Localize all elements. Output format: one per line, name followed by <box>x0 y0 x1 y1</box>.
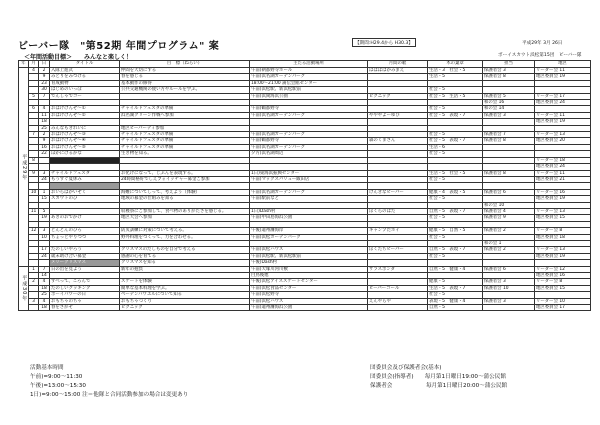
header-place: 主たる活動場所 <box>250 61 368 68</box>
goal-cell: 生き物を知る。 <box>120 151 250 157</box>
title-cell: おはけげんぞ〜④ <box>50 138 120 144</box>
badge-cell: 社会・5 <box>428 234 483 240</box>
district-cell: リーダー会 11 <box>535 112 591 118</box>
song-cell: やややよーゆび <box>368 112 428 118</box>
title-cell: 入隊上進式 <box>50 68 120 74</box>
program-table <box>18 60 591 311</box>
goal-cell: クリスマスのだしものを自分で考える <box>120 247 250 253</box>
title-cell: ちょっとやりつつ <box>50 234 120 240</box>
header-title: タイトル <box>50 61 120 68</box>
guardian-cell: 保護者会 9 <box>483 215 535 221</box>
place-cell: 午前)浜松食品センター <box>250 285 368 291</box>
song-cell: キャンプだホイ <box>368 228 428 234</box>
district-cell: リーダー会 12 <box>535 266 591 272</box>
district-cell: 地区委員会 24 <box>535 164 591 170</box>
goal-cell: 感謝の心を育てる <box>120 253 250 259</box>
day-cell: 3 <box>39 170 50 176</box>
guardian-cell: 保護者会 5 <box>483 93 535 99</box>
notes-line: 1日)=9:00〜15:00 注＝他隊と合同活動参加の場合は変更あり <box>30 392 189 398</box>
goal-cell: チャイルドフェスタの準備 <box>120 132 250 138</box>
place-cell: 午前)鶴都野寺 <box>250 138 368 144</box>
day-cell: 7 <box>39 266 50 272</box>
goal-cell: チャイルドフェスタの準備 <box>120 144 250 150</box>
page-title: ビーバー隊 "第52期 年間プログラム" 案 <box>18 41 220 52</box>
goal-cell: チャイルドフェスタの準備 <box>120 138 250 144</box>
guardian-cell: 保護者会 7 <box>483 132 535 138</box>
place-cell: 午前)遠州灘海浜公園 <box>250 305 368 311</box>
guardian-cell: 保護者会 8 <box>483 74 535 80</box>
place-cell: 午前)浜名湖ガーデンパーク <box>250 112 368 118</box>
day-cell: 18 <box>39 119 50 125</box>
title-cell: どんどんのひろ <box>50 228 120 234</box>
title-cell: たのしいやろう <box>50 247 120 253</box>
day-cell: 17 <box>39 247 50 253</box>
song-cell: ピクニック <box>368 93 428 99</box>
day-cell: 19 <box>39 215 50 221</box>
title-cell: たのしいクッキング <box>50 285 120 291</box>
title-cell: ほかにげるかな <box>50 151 120 157</box>
place-cell: 午後)遠州灘海岸 <box>250 228 368 234</box>
month-cell: 12 <box>29 228 39 234</box>
day-cell: 24 <box>39 253 50 259</box>
badge-cell: 生活・5 <box>428 74 483 80</box>
place-cell: 1日)Dash村 <box>250 208 368 214</box>
day-cell: 2 <box>39 132 50 138</box>
header-month: 月 <box>29 61 39 68</box>
badge-cell: 生活・6 <box>428 144 483 150</box>
day-cell: 2 <box>39 68 50 74</box>
district-cell: 地区委員会 16 <box>535 272 591 278</box>
goal-cell: 海難についてしって、考えよう（体験） <box>120 189 250 195</box>
day-cell: 25 <box>39 125 50 131</box>
goal-cell: スケートを体験 <box>120 279 250 285</box>
day-cell: 15 <box>39 196 50 202</box>
month-cell: 4 <box>29 68 39 74</box>
title-cell: おはけげんぞ〜⑤ <box>50 144 120 150</box>
title-cell: 育成動物 <box>50 80 120 86</box>
goal-cell: 地域の募金の仕組みを知る <box>120 196 250 202</box>
badge-cell: 健康・4 表現・5 <box>428 189 483 195</box>
header-day: 日 <box>39 61 50 68</box>
place-cell: 午前)朝都野寺ホール <box>250 68 368 74</box>
guardian-cell: 保護者会 4 <box>483 208 535 214</box>
district-cell: リーダー会 18 <box>535 157 591 163</box>
day-cell: 9 <box>39 74 50 80</box>
place-cell: 夕方)浜名湖周辺 <box>250 151 368 157</box>
day-cell: 18 <box>39 305 50 311</box>
district-cell: 地区委員会 18 <box>535 234 591 240</box>
month-cell: 1 <box>29 266 39 272</box>
place-cell: 午後)浜松アイススケートセンター <box>250 279 368 285</box>
meeting-notes <box>370 364 507 391</box>
guardian-cell: 保護者会 10 <box>483 285 535 291</box>
month-cell: 10 <box>29 189 39 195</box>
month-cell <box>29 305 39 311</box>
place-cell: 午前)浜岡海浜公園 <box>250 93 368 99</box>
goal-cell: 仲間を大切にする <box>120 68 250 74</box>
badge-cell: 社会・5 <box>428 215 483 221</box>
month-cell: 8 <box>29 157 39 163</box>
goal-cell: 新年の抱負 <box>120 266 250 272</box>
place-cell: 1日)東海浜振興センター <box>250 170 368 176</box>
song-cell: げんきなビーバー <box>368 189 428 195</box>
guardian-cell: 保護者会 3 <box>483 279 535 285</box>
badge-cell: 生活・5 社会・5 <box>428 170 483 176</box>
month-cell: 7 <box>29 132 39 138</box>
title-cell: みんなもきれいに <box>50 125 120 131</box>
district-cell: 地区委員会 19 <box>535 74 591 80</box>
notes-heading: 活動基本時間 <box>30 365 64 371</box>
goal-cell: お化けになって、じぶんを表現する。 <box>120 170 250 176</box>
guardian-cell: 和の会 14 <box>483 106 535 112</box>
title-cell: スカウトのひ <box>50 196 120 202</box>
goal-cell: ピクニック <box>120 305 250 311</box>
goal-cell: 浜名湖クリーン作戦へ参加 <box>120 112 250 118</box>
badge-cell: 生活・3 社会・5 <box>428 68 483 74</box>
district-cell: 地区委員会 17 <box>535 305 591 311</box>
day-cell: 3 <box>39 228 50 234</box>
district-cell: リーダー会 16 <box>535 189 591 195</box>
notes-line: 午前)=9:00〜11:30 <box>30 374 83 380</box>
day-cell: 4 <box>39 106 50 112</box>
table-header <box>19 61 591 68</box>
day-cell: 1 <box>39 189 50 195</box>
title-cell: すべって、ころんで <box>50 279 120 285</box>
badge-cell: 社会・5 <box>428 176 483 182</box>
district-cell: リーダー会 8 <box>535 279 591 285</box>
district-cell: リーダー会 13 <box>535 132 591 138</box>
district-cell: リーダー会 10 <box>535 298 591 304</box>
guardian-cell: 保護者会 6 <box>483 189 535 195</box>
goal-cell: 地区大会へ参加 <box>120 215 250 221</box>
title-cell: 春をさがそ <box>50 305 120 311</box>
guardian-cell: 和の会 1 <box>483 240 535 246</box>
period-label: 【期間:H29.4から H30.3】 <box>352 38 416 47</box>
goal-cell: おもちゃづくり <box>120 298 250 304</box>
song-cell: ビーバーコール <box>368 285 428 291</box>
place-cell: 午前)浜松ハウス <box>250 247 368 253</box>
table-row <box>19 305 591 311</box>
title-cell: チャイルドフェスタ <box>50 170 120 176</box>
district-cell: リーダー会 13 <box>535 208 591 214</box>
district-cell: 地区委員会 21 <box>535 176 591 182</box>
title-cell: はじめのいっぽ <box>50 87 120 93</box>
place-cell: 午後)Dash村 <box>250 260 368 266</box>
badge-cell: 自然・5 表現・7 <box>428 208 483 214</box>
badge-cell: 社会・5 <box>428 196 483 202</box>
day-cell: 22 <box>39 151 50 157</box>
district-cell: 地区委員会 20 <box>535 138 591 144</box>
place-cell: 午前)大塚川河川敷 <box>250 266 368 272</box>
day-cell: 16 <box>39 144 50 150</box>
place-cell: 午前)浜松ハウス <box>250 298 368 304</box>
title-cell: おはけげんぞ〜① <box>50 106 120 112</box>
title-cell: おはけげんぞ〜② <box>50 112 120 118</box>
day-cell: 4 <box>39 279 50 285</box>
place-cell: 午前)浜松野寺 <box>250 292 368 298</box>
title-cell: あきのおでかけ <box>50 215 120 221</box>
district-cell: リーダー会 11 <box>535 170 591 176</box>
district-cell: 地区委員会 19 <box>535 253 591 259</box>
guardian-cell: 保護者会 8 <box>483 138 535 144</box>
guardian-cell: 保護者会 3 <box>483 298 535 304</box>
place-cell: 午前)マックスバリュー飯田店 <box>250 176 368 182</box>
header-district: 地区 <box>535 61 591 68</box>
goal-cell: 防災訓練に対策について考える。 <box>120 228 250 234</box>
title-cell: 歳末助け合い募金 <box>50 253 120 259</box>
goal-cell: 地区ビーバーディ参加 <box>120 125 250 131</box>
badge-cell: 社会・5 生活・5 <box>428 93 483 99</box>
song-cell: えんやらや <box>368 298 428 304</box>
goal-cell: 公共交通機関の使い方やルールを学ぶ。 <box>120 87 250 93</box>
district-cell: 地区委員会 15 <box>535 285 591 291</box>
song-cell: ぼくたちビーバー <box>368 247 428 253</box>
title-cell: メリークリスマス <box>50 260 120 266</box>
district-cell: リーダー会 13 <box>535 247 591 253</box>
song-cell: 森のくまさん <box>368 138 428 144</box>
badge-cell: 社会・5 <box>428 106 483 112</box>
guardian-cell: 保護者会 3 <box>483 68 535 74</box>
goal-cell: 収穫祭にご参加して、食べ物のありがたさを感じる。 <box>120 208 250 214</box>
goal-cell: 24時間格好でしえブォイッチャー募金ご参加 <box>120 176 250 182</box>
day-cell: 18 <box>39 285 50 291</box>
badge-cell: 健康・5 <box>428 279 483 285</box>
district-cell: リーダー会 8 <box>535 228 591 234</box>
title-cell: もうすぐ夏休み <box>50 176 120 182</box>
place-cell: 午前)鶴都野寺 <box>250 106 368 112</box>
notes-line: 午後)=13:00〜15:30 <box>30 383 86 389</box>
day-cell: 23 <box>39 80 50 86</box>
header-badge: 木の葉章 <box>428 61 483 68</box>
goal-cell: 簡単な基本料理を学ぶ。 <box>120 285 250 291</box>
title-cell: おいらはかいぞく <box>50 189 120 195</box>
day-cell: 25 <box>39 292 50 298</box>
header-guardian: 担当 <box>483 61 535 68</box>
day-cell: 14 <box>39 272 50 278</box>
badge-cell: 自然・5 健康・4 <box>428 266 483 272</box>
era-cell: 平成29年 <box>19 68 29 267</box>
district-cell: 地区委員会 19 <box>535 119 591 125</box>
song-cell: サラスポンダ <box>368 266 428 272</box>
day-cell: 11 <box>39 112 50 118</box>
badge-cell: 表現・5 健康・4 <box>428 298 483 304</box>
month-cell: 9 <box>29 170 39 176</box>
organization-label: ボーイスカウト浜松第15団 ビーバー隊 <box>498 53 582 58</box>
goal-cell: ベーデンパウエルについて知る <box>120 292 250 298</box>
title-cell: みどりをみつける <box>50 74 120 80</box>
title-cell: ボーイパワーの日 <box>50 292 120 298</box>
guardian-cell: 保護者会 3 <box>483 112 535 118</box>
header-goal: 目 標（ねらい） <box>120 61 250 68</box>
title-cell: 日の出を見よう <box>50 266 120 272</box>
meetings-line: 保護者会 毎月第1日曜日20:00〜蒲公民館 <box>370 383 508 389</box>
badge-cell: 社会・5 表現・7 <box>428 112 483 118</box>
badge-cell: 社会・5 表現・7 <box>428 138 483 144</box>
place-cell: 白鳥後他 <box>250 272 368 278</box>
goal-cell: 春を感じる <box>120 74 250 80</box>
badge-cell: 健康・5 自然・5 <box>428 228 483 234</box>
place-cell: 午前)浜名湖ガーデンパーク <box>250 74 368 80</box>
month-cell: 3 <box>29 298 39 304</box>
place-cell: 午前)浜名湖ガーデンパーク <box>250 132 368 138</box>
header-year: 年 <box>19 61 29 68</box>
district-cell: リーダー会 11 <box>535 68 591 74</box>
place-cell: 午前)浜名湖ガーデンパーク <box>250 144 368 150</box>
day-cell: 5 <box>39 208 50 214</box>
district-cell: 地区委員会 15 <box>535 215 591 221</box>
goal-cell: チャイルドフェスタの準備 <box>120 106 250 112</box>
month-cell: 6 <box>29 106 39 112</box>
song-cell: ぼくらのはた <box>368 208 428 214</box>
title-cell: おはけげんぞ〜③ <box>50 132 120 138</box>
badge-cell: 社会・5 <box>428 292 483 298</box>
guardian-cell: 和の会 10 <box>483 202 535 208</box>
month-cell: 5 <box>29 93 39 99</box>
badge-cell: 社会・5 <box>428 132 483 138</box>
date-label: 平成29年 3月 26日 <box>522 41 563 46</box>
place-cell: 午前)駅前など <box>250 196 368 202</box>
badge-cell: 社会・5 <box>428 151 483 157</box>
district-cell: 地区委員会 24 <box>535 100 591 106</box>
song-cell <box>368 305 428 311</box>
place-cell: 午前)中田島海浜公園 <box>250 215 368 221</box>
meetings-line: 団委員会(指導者) 毎月第1日曜日19:00〜蒲公民館 <box>370 374 506 380</box>
goal-cell: クリスマスを知る <box>120 260 250 266</box>
guardian-cell: 保護者会 6 <box>483 266 535 272</box>
place-cell: 午前)浜松駅、新浜松駅前 <box>250 87 368 93</box>
badge-cell: 社会・5 <box>428 253 483 259</box>
goal-cell: 野外料理をつくって、力を合わせる。 <box>120 234 250 240</box>
day-cell: 4 <box>39 298 50 304</box>
badge-cell: 社会・5 <box>428 87 483 93</box>
song-cell: ははははかみまえ <box>368 68 428 74</box>
day-cell: 24 <box>39 176 50 182</box>
place-cell: 午前)浜名湖ガーデンパーク <box>250 189 368 195</box>
district-cell: 地区委員会 19 <box>535 196 591 202</box>
month-cell: 11 <box>29 208 39 214</box>
title-cell: でんしゃでゴー <box>50 93 120 99</box>
badge-cell: 自然・5 <box>428 305 483 311</box>
guardian-cell: 和の会 16 <box>483 100 535 106</box>
activity-time-notes <box>30 364 188 400</box>
guardian-cell: 保護者会 2 <box>483 247 535 253</box>
meetings-heading: 団委員会及び保護者会(基本) <box>370 365 442 371</box>
day-cell: 30 <box>39 87 50 93</box>
district-cell: リーダー会 17 <box>535 93 591 99</box>
badge-cell: 自然・5 表現・7 <box>428 247 483 253</box>
era-cell: 平成30年 <box>19 266 29 311</box>
guardian-cell: 保護者会 2 <box>483 228 535 234</box>
badge-cell: 生活・5 表現・7 <box>428 285 483 291</box>
guardian-cell <box>483 305 535 311</box>
annual-goal: ＜年間活動目標＞ みんなと楽しく！ <box>24 54 133 61</box>
header-song: 月間の歌 <box>368 61 428 68</box>
day-cell: 7 <box>39 93 50 99</box>
month-cell: 2 <box>29 279 39 285</box>
guardian-cell: 保護者会 8 <box>483 170 535 176</box>
day-cell: 9 <box>39 138 50 144</box>
place-cell: 午前)浜松ガーデンパーク <box>250 234 368 240</box>
title-cell: おもちゃのちゃ <box>50 298 120 304</box>
day-cell: 10 <box>39 234 50 240</box>
goal-cell: 基本動作の修得 <box>120 80 250 86</box>
place-cell: 午前)浜松駅、新浜松駅前 <box>250 253 368 259</box>
place-cell: 18:00〜21:00 蒲伝会館センター <box>250 80 368 86</box>
